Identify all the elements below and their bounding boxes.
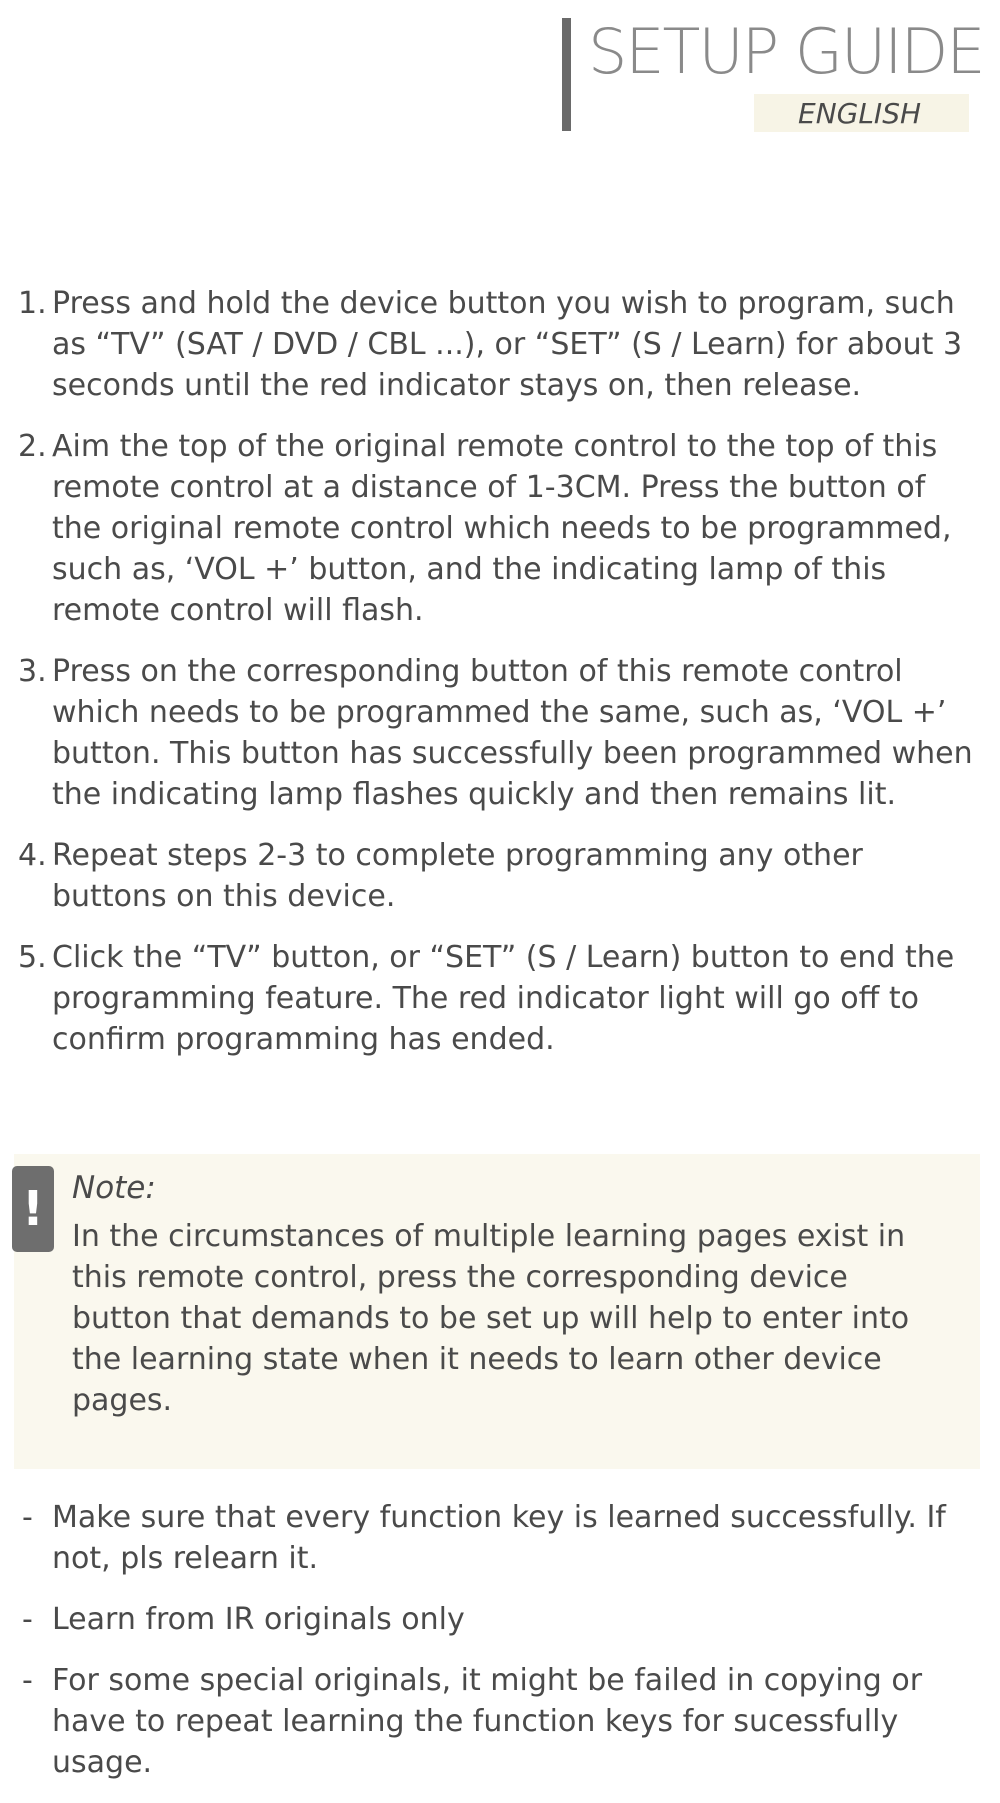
tips-list (22, 1497, 978, 1803)
exclamation-icon: ! (12, 1166, 54, 1252)
step-text: Aim the top of the original remote control to the top of this remote control at a distance of 1-3CM. Press the button of the original remote control which needs to be programmed, such as, ‘VOL +’ button, and the indicating lamp of this remote control will flash. (52, 429, 952, 628)
note-box (14, 1154, 980, 1469)
step-number: 5. (18, 940, 47, 975)
language-label: ENGLISH (798, 97, 922, 130)
step-number: 4. (18, 838, 47, 873)
tip-marker: - (22, 1500, 33, 1535)
tip-marker: - (22, 1602, 33, 1637)
step-item (18, 426, 978, 631)
tip-marker: - (22, 1663, 33, 1698)
step-text: Click the “TV” button, or “SET” (S / Learn) button to end the programming feature. The red indicator light will go off to confirm programming has ended. (52, 940, 955, 1057)
tip-text: For some special originals, it might be failed in copying or have to repeat learning the function keys for sucessfully usage. (52, 1663, 923, 1780)
step-number: 3. (18, 654, 47, 689)
step-item (18, 937, 978, 1060)
step-text: Repeat steps 2-3 to complete programming any other buttons on this device. (52, 838, 863, 914)
note-body: In the circumstances of multiple learning pages exist in this remote control, press the corresponding device button that demands to be set up will help to enter into the learning state when it needs to learn other device pages. (72, 1219, 910, 1418)
note-title: Note: (72, 1170, 156, 1206)
tip-text: Learn from IR originals only (52, 1602, 465, 1637)
step-item (18, 651, 978, 815)
page-title: SETUP GUIDE (588, 15, 984, 88)
setup-steps-list (18, 283, 978, 1080)
step-number: 2. (18, 429, 47, 464)
step-text: Press on the corresponding button of this remote control which needs to be programmed the same, such as, ‘VOL +’ button. This button has successfully been programmed when the indicating lamp flashes quickly and then remains lit. (52, 654, 973, 812)
tip-item (22, 1497, 978, 1579)
tip-item (22, 1599, 978, 1640)
tip-text: Make sure that every function key is learned successfully. If not, pls relearn it. (52, 1500, 946, 1576)
tip-item (22, 1660, 978, 1783)
step-text: Press and hold the device button you wish to program, such as “TV” (SAT / DVD / CBL ...), or “SET” (S / Learn) for about 3 seconds until the red indicator stays on, then release. (52, 286, 963, 403)
step-item (18, 283, 978, 406)
step-number: 1. (18, 286, 47, 321)
step-item (18, 835, 978, 917)
header-accent-bar (562, 18, 571, 131)
page-header (562, 15, 984, 133)
